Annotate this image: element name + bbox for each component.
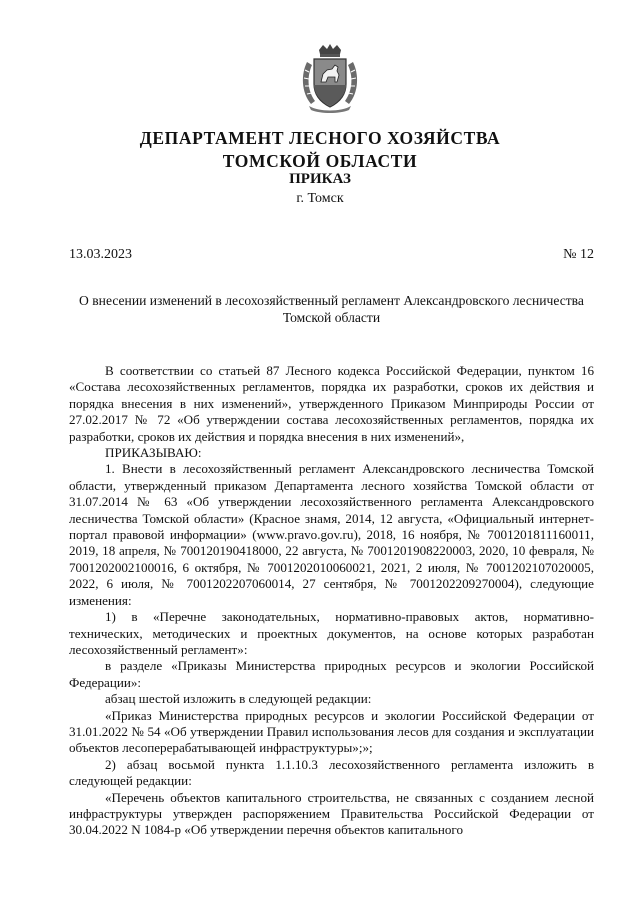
document-subject: О внесении изменений в лесохозяйственный регламент Александровского лесничества Томской области <box>79 293 584 325</box>
document-body <box>69 363 594 839</box>
department-name-line1: ДЕПАРТАМЕНТ ЛЕСНОГО ХОЗЯЙСТВА <box>139 128 501 148</box>
clause-1-paragraph: 1. Внести в лесохозяйственный регламент Александровского лесничества Томской области, утвержденный приказом Департамента лесного хозяйства Томской области от 31.07.2014 № 63 «Об утверждении лесохозяйственного регламента Александровского лесничества Томской области» (Красное знамя, 2014, 12 августа, «Официальный интернет-портал правовой информации» (www.pravo.gov.ru), 2018, 16 ноября, № 7001201811160011, 2019, 18 апреля, № 700120190418000, 22 августа, № 7001201908220003, 2020, 10 февраля, № 7001202002100016, 6 октября, № 7001202010060021, 2021, 2 июля, № 7001202107020005, 2022, 6 июля, № 7001202207060014, 27 сентября, № 7001202209270004), следующие изменения: <box>69 461 594 608</box>
tomsk-coat-of-arms-icon <box>297 44 363 114</box>
clause-1-1-paragraph: 1) в «Перечне законодательных, нормативно-правовых актов, нормативно-технических, методических и проектных документов, на основе которых разработан лесохозяйственный регламент»: <box>69 609 594 657</box>
clause-1-2-paragraph: 2) абзац восьмой пункта 1.1.10.3 лесохозяйственного регламента изложить в следующей редакции: <box>69 756 594 789</box>
section-paragraph: в разделе «Приказы Министерства природных ресурсов и экологии Российской Федерации»: <box>69 658 594 690</box>
quoted-list-paragraph: «Перечень объектов капитального строительства, не связанных с созданием лесной инфраструктуры утвержден распоряжением Правительства Российской Федерации от 30.04.2022 N 1084-р «Об утверждении перечня объектов капитального <box>69 789 594 838</box>
quoted-order-paragraph: «Приказ Министерства природных ресурсов и экологии Российской Федерации от 31.01.2022 № 54 «Об утверждении Правил использования лесов для создания и эксплуатации объектов лесоперерабатывающей инфраструктуры»;»; <box>69 707 594 756</box>
department-name-line2: ТОМСКОЙ ОБЛАСТИ <box>222 151 418 171</box>
document-date: 13.03.2023 <box>69 247 132 262</box>
preamble-paragraph: В соответствии со статьей 87 Лесного кодекса Российской Федерации, пунктом 16 «Состава лесохозяйственных регламентов, порядка их разработки, сроков их действия и порядка внесения в них изменений», утвержденного Приказом Минприроды России от 27.02.2017 № 72 «Об утверждении состава лесохозяйственных регламентов, порядка их разработки, сроков их действия и порядка внесения в них изменений», <box>69 363 594 444</box>
document-number: № 12 <box>563 247 594 262</box>
order-keyword: ПРИКАЗЫВАЮ: <box>105 445 202 461</box>
city-label: г. Томск <box>296 191 344 206</box>
paragraph-six-note: абзац шестой изложить в следующей редакции: <box>105 691 372 707</box>
document-type: ПРИКАЗ <box>289 171 351 187</box>
